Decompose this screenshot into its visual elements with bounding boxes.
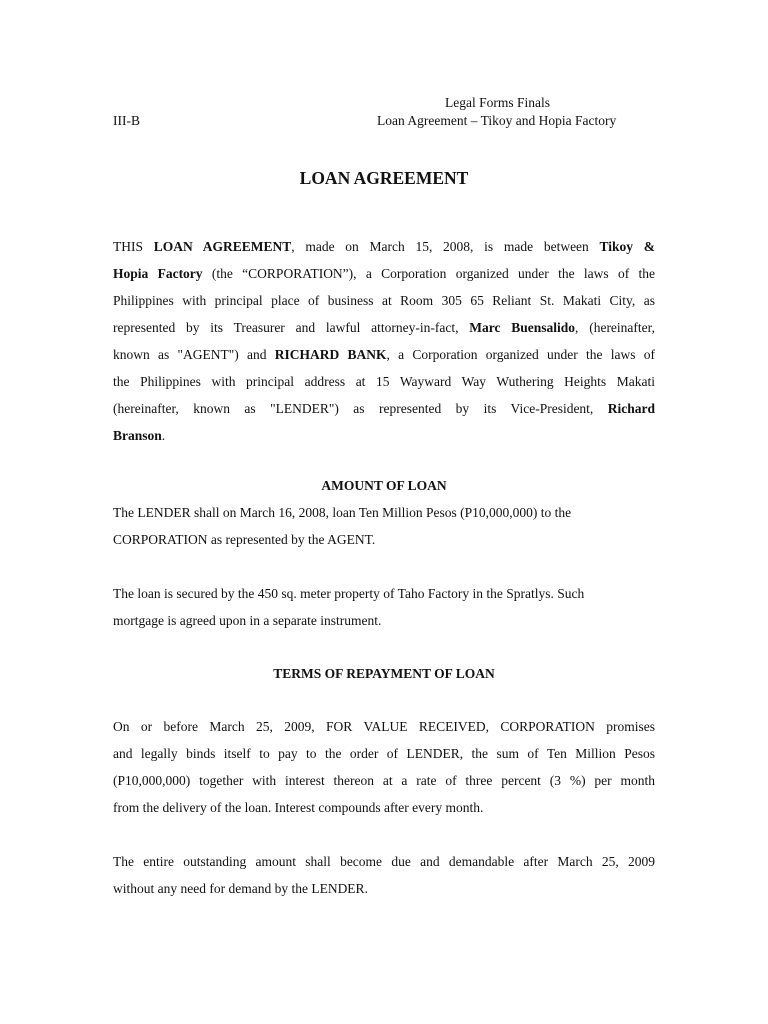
intro-line	[113, 395, 655, 422]
terms-p1-line: from the delivery of the loan. Interest compounds after every month.	[113, 800, 484, 815]
intro-line	[113, 422, 655, 449]
header-course: Legal Forms Finals	[445, 95, 550, 110]
amount-p2-line: mortgage is agreed upon in a separate instrument.	[113, 613, 382, 628]
intro-text: represented by its Treasurer and lawful attorney-in-fact,	[113, 320, 470, 335]
terms-p1-line: (P10,000,000) together with interest thereon at a rate of three percent (3 %) per month	[113, 773, 655, 788]
amount-paragraph-1	[113, 499, 655, 553]
terms-p1-line: and legally binds itself to pay to the order of LENDER, the sum of Ten Million Pesos	[113, 746, 655, 761]
terms-paragraph-2	[113, 848, 655, 902]
amount-p2-line: The loan is secured by the 450 sq. meter property of Taho Factory in the Spratlys. Such	[113, 586, 585, 601]
intro-text: (the “CORPORATION”), a Corporation organized under the laws of the	[202, 266, 655, 281]
amount-paragraph-2	[113, 580, 655, 634]
terms-p2-line: The entire outstanding amount shall become due and demandable after March 25, 2009	[113, 854, 655, 869]
intro-agent-name: Marc Buensalido	[469, 320, 576, 335]
terms-paragraph-1	[113, 713, 655, 821]
intro-party-name: Hopia Factory	[113, 266, 203, 281]
intro-line: the Philippines with principal address at 15 Wayward Way Wuthering Heights Makati	[113, 374, 655, 389]
intro-line	[113, 341, 655, 368]
intro-representative-name: Branson	[113, 428, 162, 443]
document-title: LOAN AGREEMENT	[299, 168, 469, 188]
intro-party-name: Tikoy &	[599, 239, 656, 254]
header-subject: Loan Agreement – Tikoy and Hopia Factory	[377, 113, 617, 128]
terms-heading: TERMS OF REPAYMENT OF LOAN	[273, 666, 495, 681]
intro-line	[113, 233, 655, 260]
intro-line	[113, 260, 655, 287]
intro-bold-term: LOAN AGREEMENT	[153, 239, 292, 254]
intro-representative-name: Richard	[607, 401, 655, 416]
intro-text: THIS	[113, 239, 154, 254]
intro-text: , (hereinafter,	[575, 320, 655, 335]
intro-text: known as "AGENT") and	[113, 347, 275, 362]
terms-p1-line: On or before March 25, 2009, FOR VALUE RECEIVED, CORPORATION promises	[113, 719, 655, 734]
terms-p2-line: without any need for demand by the LENDER.	[113, 881, 368, 896]
intro-text: , made on March 15, 2008, is made between	[291, 239, 600, 254]
intro-text: , a Corporation organized under the laws of	[386, 347, 655, 362]
intro-paragraph	[113, 233, 655, 449]
intro-lender-name: RICHARD BANK	[274, 347, 387, 362]
intro-text: (hereinafter, known as "LENDER") as represented by its Vice-President,	[113, 401, 608, 416]
header-section: III-B	[113, 113, 140, 128]
amount-p1-line: CORPORATION as represented by the AGENT.	[113, 532, 376, 547]
amount-heading: AMOUNT OF LOAN	[321, 478, 447, 493]
amount-p1-line: The LENDER shall on March 16, 2008, loan Ten Million Pesos (P10,000,000) to the	[113, 505, 572, 520]
intro-text: .	[161, 428, 166, 443]
intro-line: Philippines with principal place of business at Room 305 65 Reliant St. Makati City, as	[113, 293, 655, 308]
intro-line	[113, 314, 655, 341]
